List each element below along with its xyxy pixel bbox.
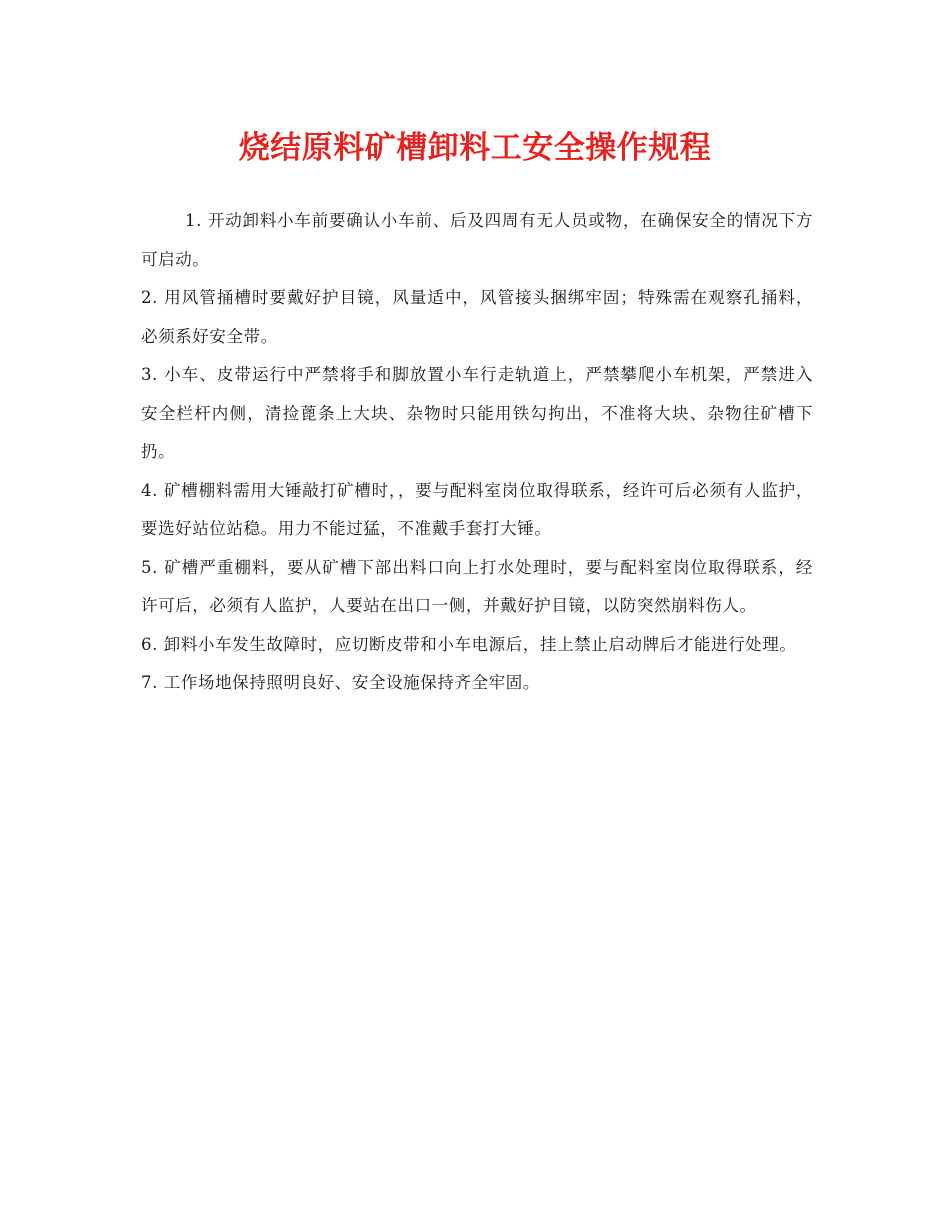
rule-item-1: 1. 开动卸料小车前要确认小车前、后及四周有无人员或物，在确保安全的情况下方可启动。 xyxy=(141,211,813,269)
rule-item-6: 6. 卸料小车发生故障时，应切断皮带和小车电源后，挂上禁止启动牌后才能进行处理。 xyxy=(141,634,797,654)
rule-item-3: 3. 小车、皮带运行中严禁将手和脚放置小车行走轨道上，严禁攀爬小车机架，严禁进入安全栏杆内侧，清捡蓖条上大块、杂物时只能用铁勾拘出，不准将大块、杂物往矿槽下扔。 xyxy=(141,365,813,461)
document-body xyxy=(141,202,813,703)
rule-item-4: 4. 矿槽棚料需用大锤敲打矿槽时，，要与配料室岗位取得联系，经许可后必须有人监护，要选好站位站稳。用力不能过猛，不准戴手套打大锤。 xyxy=(141,480,813,538)
rule-item-5: 5. 矿槽严重棚料，要从矿槽下部出料口向上打水处理时，要与配料室岗位取得联系，经许可后，必须有人监护，人要站在出口一侧，并戴好护目镜，以防突然崩料伤人。 xyxy=(141,557,813,615)
document-title: 烧结原料矿槽卸料工安全操作规程 xyxy=(238,130,712,166)
rule-item-7: 7. 工作场地保持照明良好、安全设施保持齐全牢固。 xyxy=(141,673,540,692)
rule-item-2: 2. 用风管捅槽时要戴好护目镜，风量适中，风管接头捆绑牢固；特殊需在观察孔捅料，必须系好安全带。 xyxy=(141,288,813,346)
